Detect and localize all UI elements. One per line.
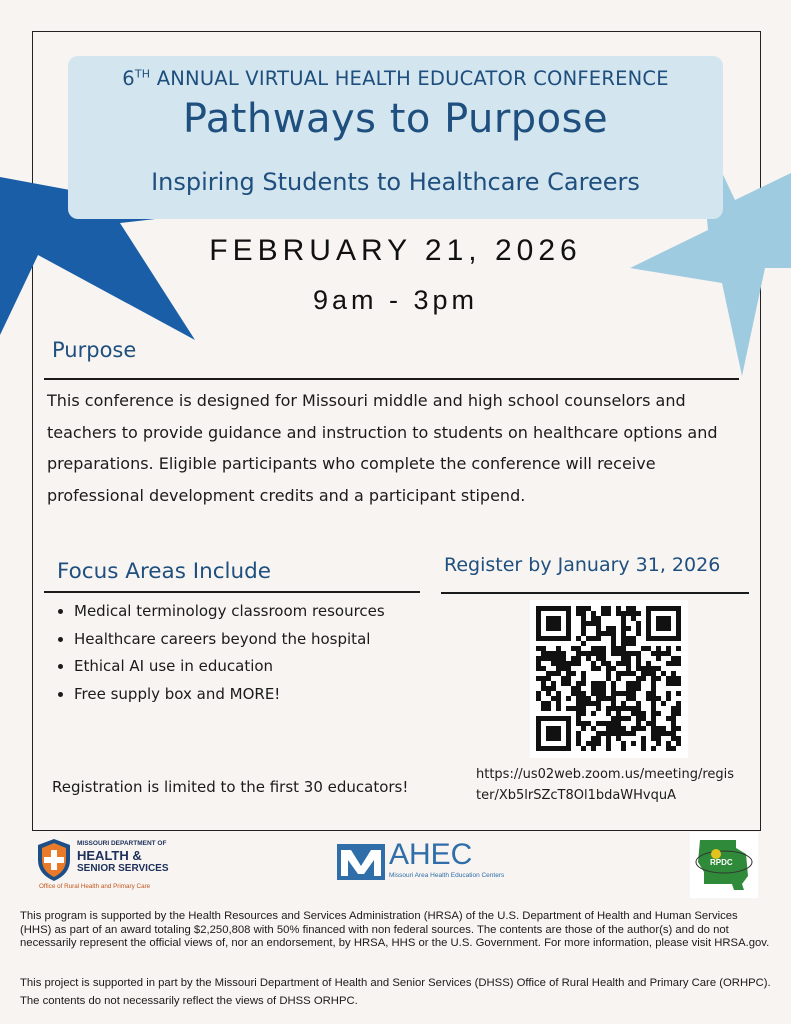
dhss-shield-icon (37, 838, 71, 882)
focus-item: • Ethical AI use in education (74, 653, 385, 681)
ahec-full-name: Missouri Area Health Education Centers (389, 872, 505, 879)
focus-heading: Focus Areas Include (57, 559, 272, 584)
dhss-office: Office of Rural Health and Primary Care (39, 883, 151, 890)
focus-list (52, 598, 385, 708)
page-title: Pathways to Purpose (182, 96, 609, 142)
page-subtitle: Inspiring Students to Healthcare Careers (151, 168, 640, 196)
registration-limit-note: Registration is limited to the first 30 educators! (52, 778, 409, 796)
funding-disclaimer: This program is supported by the Health Resources and Services Administration (HRSA) of the U.S. Department of Health and Human Services (HHS) as part of an award totaling $2,250,808 with 50% financed with non federal sources. The contents are those of the author(s) and do not necessarily represent the official views of, nor an endorsement, by HRSA, HHS or the U.S. Government. For more information, please visit HRSA.gov. (20, 910, 770, 950)
focus-divider (44, 591, 420, 593)
rpdc-logo (690, 832, 758, 898)
rpdc-name: RPDC (710, 858, 733, 867)
register-divider (441, 592, 749, 594)
qr-code-icon (530, 600, 688, 758)
purpose-heading: Purpose (52, 338, 137, 362)
dhss-line3: SENIOR SERVICES (77, 863, 169, 874)
focus-item: • Medical terminology classroom resources (74, 598, 385, 626)
dhss-disclaimer: This project is supported in part by the Missouri Department of Health and Senior Services (DHSS) Office of Rural Health and Primary Care (ORHPC). The contents do not necessarily reflect the views of DHSS ORHPC. (20, 977, 771, 1007)
dhss-logo (33, 836, 183, 892)
ahec-logo (337, 838, 512, 884)
register-heading: Register by January 31, 2026 (444, 554, 721, 576)
focus-item: • Free supply box and MORE! (74, 681, 385, 709)
purpose-text: This conference is designed for Missouri middle and high school counselors and teachers to provide guidance and instruction to students on healthcare options and preparations. Eligible participants who complete the conference will receive professional development credits and a participant stipend. (47, 391, 718, 505)
dhss-line2: HEALTH & (77, 848, 142, 863)
ahec-name: AHEC (389, 838, 473, 871)
dhss-line1: MISSOURI DEPARTMENT OF (77, 840, 167, 847)
event-time: 9am - 3pm (312, 285, 479, 315)
focus-item: • Healthcare careers beyond the hospital (74, 626, 385, 654)
conference-name: 6TH ANNUAL VIRTUAL HEALTH EDUCATOR CONFERENCE (122, 67, 669, 90)
registration-qr-code[interactable] (530, 600, 688, 758)
purpose-divider (44, 378, 739, 380)
ahec-mark-icon (337, 842, 385, 882)
event-date: FEBRUARY 21, 2026 (209, 234, 582, 267)
registration-link[interactable]: https://us02web.zoom.us/meeting/register/Xb5lrSZcT8Ol1bdaWHvquA (476, 767, 735, 803)
